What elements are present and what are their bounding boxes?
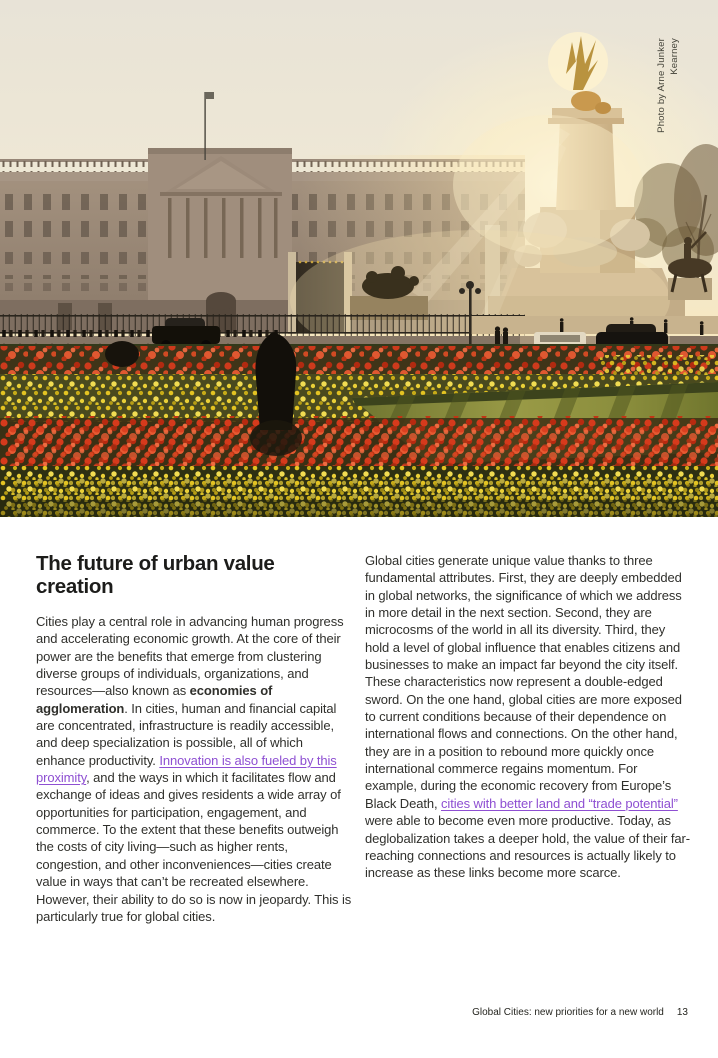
page-footer bbox=[472, 1007, 688, 1018]
article-left-column bbox=[36, 552, 352, 925]
section-heading: The future of urban value creation bbox=[36, 552, 275, 598]
text-segment: economies of agglomeration bbox=[36, 683, 273, 716]
text-segment: , and the ways in which it facilitates flow and exchange of ideas and gives residents a wide array of opportunities for participation, engagement, and commerce. To the extent that these benefits outweigh the costs of city living—such as higher rents, congestion, and other inconveniences—cities create value in ways that can’t be recreated elsewhere. However, their ability to do so is now in jeopardy. This is particularly true for global cities. bbox=[36, 770, 352, 924]
footer-report-title: Global Cities: new priorities for a new world bbox=[472, 1007, 664, 1018]
text-segment: . In cities, human and financial capital are concentrated, infrastructure is readily accessible, and deep specialization is possible, all of which enhance productivity. bbox=[36, 700, 337, 768]
right-column-paragraph bbox=[365, 552, 691, 882]
text-segment: were able to become even more productive. Today, as deglobalization takes a deeper hold, the value of their far-reaching connections and resources is actually likely to increase as these links become more scarce. bbox=[365, 813, 690, 881]
photo-credit bbox=[655, 38, 685, 138]
hero-photo bbox=[0, 0, 718, 517]
text-segment: Global cities generate unique value thanks to three fundamental attributes. First, they are deeply embedded in global networks, the significance of which we address in more detail in the next section. Second, they are microcosms of the world in all its diversity. Third, they hold a level of global influence that enables citizens and businesses to make an impact far beyond the city itself. These characteristics now represent a double-edged sword. On the one hand, global cities are more exposed to current conditions because of their dependence on international flows and connections. On the other hand, they are in a position to rebound more quickly once international commerce regains momentum. For example, during the economic recovery from Europe’s Black Death, bbox=[365, 553, 682, 811]
hero-photo-illustration bbox=[0, 0, 718, 517]
left-column-paragraph bbox=[36, 613, 352, 925]
article-right-column bbox=[365, 552, 691, 882]
footer-page-number: 13 bbox=[676, 1007, 688, 1018]
inline-text-link[interactable]: cities with better land and “trade potential” bbox=[441, 795, 678, 811]
text-segment: Cities play a central role in advancing human progress and accelerating economic growth. At the core of their power are the benefits that emerge from clustering diverse groups of individuals, organizations, and resources—also known as bbox=[36, 614, 344, 699]
photo-credit-line2: Kearney bbox=[669, 38, 680, 75]
flower-beds bbox=[0, 332, 718, 517]
photo-credit-line1: Photo by Arne Junker bbox=[656, 38, 667, 133]
inline-text-link[interactable]: Innovation is also fueled by this proximity bbox=[36, 752, 337, 786]
